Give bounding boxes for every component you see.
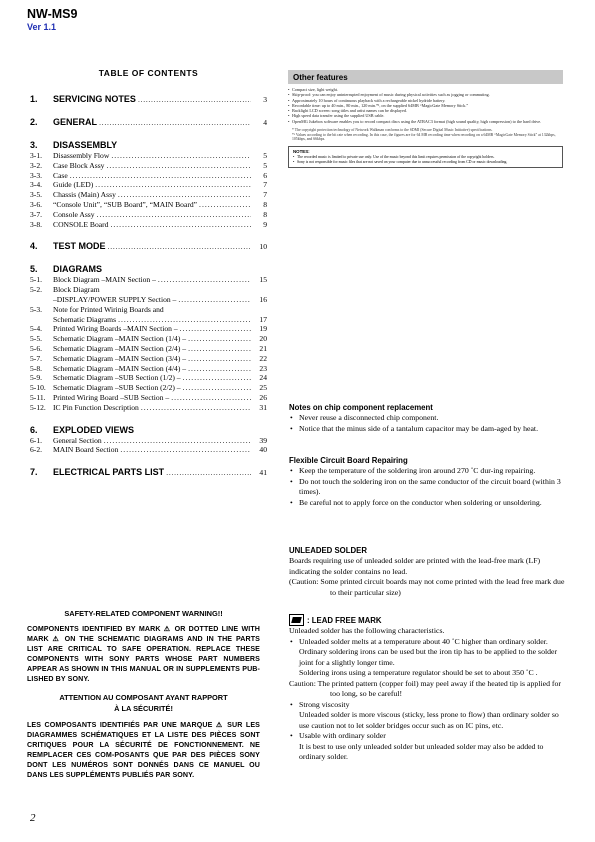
unleaded-solder-section	[289, 545, 566, 598]
toc-entry-number: 3-3.	[30, 170, 43, 180]
toc-entry-number: 5-12.	[30, 402, 46, 412]
toc-page-number: 23	[259, 363, 267, 373]
unleaded-body: Boards requiring use of unleaded solder are printed with the lead-free mark (LF) indicating the solder contains no lead.	[289, 556, 541, 576]
toc-section-number: 5.	[30, 264, 38, 275]
toc-section-heading[interactable]	[30, 240, 267, 252]
lead-free-bullet: • Usable with ordinary solder	[289, 731, 566, 742]
toc-leader	[111, 151, 251, 161]
toc-page-number: 7	[263, 190, 267, 200]
toc-section	[30, 466, 267, 478]
feature-item: • Skip-proof: you can enjoy uninterrupted enjoyment of music during physical activities such as jogging or commuting.	[288, 92, 563, 97]
toc-page-number: 39	[259, 435, 267, 445]
toc-leader	[166, 467, 251, 479]
toc-entry-number: 5-11.	[30, 392, 46, 402]
chip-note-item: • Notice that the minus side of a tantalum capacitor may be dam-aged by heat.	[289, 424, 566, 435]
feature-item: • OpenMG Jukebox software enables you to record compact discs using the ATRAC3 format (high sound quality, high compression) to the hard drive.	[288, 119, 563, 124]
toc-entry-title: Schematic Diagram –MAIN Section (4/4) –	[53, 363, 187, 373]
toc-entry[interactable]	[30, 324, 267, 334]
toc-page-number: 5	[263, 160, 267, 170]
safety-title: SAFETY-RELATED COMPONENT WARNING!!	[64, 609, 223, 618]
toc-entry-number: 6-1.	[30, 435, 43, 445]
safety-body: COMPONENTS IDENTIFIED BY MARK ⚠ OR DOTTED LINE WITH MARK ⚠ ON THE SCHEMATIC DIAGRAMS AND IN THE PARTS LIST ARE CRITICAL TO SAFE OPERATION. REPLACE THESE COMPONENTS WITH SONY PARTS WHOSE PART NUMBERS APPEAR AS SHOWN IN THIS MANUAL OR IN SUPPLEMENTS PUB-LISHED BY SONY.	[27, 625, 260, 683]
toc-section	[30, 424, 267, 456]
toc-page-number: 25	[259, 383, 267, 393]
toc-section-title: DISASSEMBLY	[53, 140, 118, 150]
toc-leader	[199, 200, 251, 210]
toc-entry[interactable]	[30, 436, 267, 446]
note-item: • The recorded music is limited to private use only. Use of the music beyond this limit requires permission of the copyright holders.	[293, 155, 558, 160]
flex-notes-title: Flexible Circuit Board Repairing	[289, 456, 408, 465]
toc-entry-number: 5-9.	[30, 373, 43, 383]
toc-section-heading[interactable]	[30, 116, 267, 128]
toc-entry[interactable]	[30, 200, 267, 210]
toc-page-number: 21	[259, 343, 267, 353]
toc-leader	[70, 171, 251, 181]
toc-entry[interactable]	[30, 364, 267, 374]
toc-entry[interactable]	[30, 295, 267, 305]
lead-free-mark-icon	[289, 614, 304, 626]
features-footnotes	[288, 128, 563, 142]
toc-leader	[99, 117, 251, 129]
toc-entry[interactable]	[30, 151, 267, 161]
chip-notes-title: Notes on chip component replacement	[289, 403, 433, 412]
toc-entry[interactable]	[30, 275, 267, 285]
toc-entry-title: Printed Wiring Boards –MAIN Section –	[53, 324, 178, 334]
toc-page-number: 7	[263, 180, 267, 190]
toc-entry-title: MAIN Board Section	[53, 445, 119, 455]
toc-leader	[180, 324, 251, 334]
feature-item: • Compact size, light weight.	[288, 87, 563, 92]
footnote: * The copyright protection technology of Network Walkman conforms to the SDMI (Secure Digital Music Initiative) specifications.	[292, 128, 493, 133]
toc-page-number: 9	[263, 219, 267, 229]
toc-entry-title: Note for Printed Wirinig Boards and	[53, 304, 164, 314]
toc-section-title: EXPLODED VIEWS	[53, 424, 135, 435]
toc-section-title: GENERAL	[53, 117, 98, 127]
toc-entry-number: 3-7.	[30, 209, 43, 219]
toc-entry-number: 5-8.	[30, 363, 43, 373]
lead-free-paragraph: Ordinary soldering irons can be used but the iron tip has to be applied to the solder joint for a slightly longer time.	[299, 647, 558, 667]
flexible-board-notes	[289, 455, 566, 508]
toc-entry[interactable]	[30, 344, 267, 354]
feature-item: • Approximately 10 hours of continuous playback with a rechargeable nickel hydride battery.	[288, 98, 563, 103]
toc-section-heading[interactable]	[30, 263, 267, 275]
model-name: NW-MS9	[27, 7, 78, 21]
note-item: • Sony is not responsible for music files that are not saved on your computer due to unsuccessful recording from CD or music downloading.	[293, 160, 558, 165]
toc-section-number: 1.	[30, 94, 38, 104]
lead-free-bullet: • Strong viscosity	[289, 700, 566, 711]
toc-leader	[178, 295, 251, 305]
toc-entry-title: Console Assy	[53, 209, 95, 219]
toc-leader	[106, 161, 251, 171]
toc-section-title: DIAGRAMS	[53, 264, 102, 275]
toc-section	[30, 116, 267, 128]
toc-section-title: SERVICING NOTES	[53, 94, 136, 104]
toc-section	[30, 240, 267, 252]
lead-free-paragraph: Unleaded solder is more viscous (sticky, less prone to flow) than ordinary solder so use caution not to let solder bridges occur such as on IC pins, etc.	[299, 710, 559, 730]
toc-leader	[120, 445, 251, 455]
toc-entry[interactable]	[30, 383, 267, 393]
toc-page-number: 22	[259, 353, 267, 363]
page-number: 2	[30, 812, 36, 824]
toc-section-number: 4.	[30, 241, 38, 252]
safety-title-french	[27, 693, 260, 714]
toc-entry-title: Case Block Assy	[53, 160, 105, 170]
toc-entry-number: 3-1.	[30, 151, 43, 160]
toc-entry[interactable]	[30, 403, 267, 413]
toc-entry-title: General Section	[53, 435, 102, 445]
chip-replacement-notes	[289, 402, 566, 434]
toc-leader	[104, 436, 251, 446]
toc-leader	[183, 383, 251, 393]
lead-free-intro: Unleaded solder has the following characteristics.	[289, 626, 445, 635]
toc-entry[interactable]	[30, 171, 267, 181]
toc-leader	[97, 210, 251, 220]
features-list	[288, 87, 563, 124]
toc-leader	[118, 315, 251, 325]
lead-free-section	[289, 614, 566, 763]
unleaded-title: UNLEADED SOLDER	[289, 546, 367, 555]
lead-free-title: : LEAD FREE MARK	[307, 615, 382, 625]
toc-page-number: 3	[263, 95, 267, 104]
toc-entry-number: 5-1.	[30, 275, 43, 285]
toc-page-number: 15	[259, 275, 267, 285]
other-features-panel	[288, 70, 563, 168]
toc-entry[interactable]	[30, 393, 267, 403]
toc-entry[interactable]	[30, 445, 267, 455]
toc-entry-number: 3-6.	[30, 199, 43, 209]
toc-entry[interactable]	[30, 161, 267, 171]
toc-leader	[108, 241, 251, 253]
safety-title-french-line: À LA SÉCURITÉ!	[114, 703, 173, 713]
toc-entry-number: 3-8.	[30, 219, 43, 229]
toc-section-heading[interactable]	[30, 139, 267, 151]
toc-entry-title: “Console Unit”, “SUB Board”, “MAIN Board”	[53, 199, 198, 209]
toc-page-number: 10	[259, 242, 267, 252]
toc-entry-number: 3-5.	[30, 190, 43, 200]
toc-page-number: 17	[259, 314, 267, 324]
toc-page-number: 24	[259, 373, 267, 383]
toc-entry-number: 5-7.	[30, 353, 43, 363]
toc-entry[interactable]	[30, 305, 267, 315]
toc-page-number: 16	[259, 294, 267, 304]
toc-entry-number: 5-3.	[30, 304, 43, 314]
safety-body-french: LES COMPOSANTS IDENTIFIÉS PAR UNE MARQUE ⚠ SUR LES DIAGRAMMES SCHÉMATIQUES ET LA LISTE DES PIÈCES SONT CRITIQUES POUR LA SÉCURITÉ DE FONCTIONNEMENT. NE REMPLACER CES COM-POSANTS QUE PAR DES PIÈCES SONY DONT LES NUMÉROS SONT DONNÉS DANS CE MANUEL OU DANS LES SUPPLÉMENTS PUBLIÉS PAR SONY.	[27, 721, 260, 779]
toc-leader	[141, 403, 251, 413]
toc-leader	[95, 180, 251, 190]
toc-page-number: 4	[263, 118, 267, 127]
toc-entry[interactable]	[30, 354, 267, 364]
notes-title: NOTES:	[293, 148, 310, 154]
version-label: Ver 1.1	[27, 22, 57, 32]
feature-item: • High speed data transfer using the supplied USB cable.	[288, 113, 563, 118]
toc-leader	[188, 334, 251, 344]
toc-entry-title: Schematic Diagram –MAIN Section (3/4) –	[53, 353, 187, 363]
lead-free-bullet: • Unleaded solder melts at a temperature about 40 ˚C higher than ordinary solder.	[289, 637, 566, 648]
toc-entry[interactable]	[30, 210, 267, 220]
toc-page-number: 6	[263, 170, 267, 180]
toc-title: TABLE OF CONTENTS	[98, 68, 199, 78]
toc-entry[interactable]	[30, 334, 267, 344]
toc-page-number: 40	[259, 445, 267, 455]
toc-section-title: ELECTRICAL PARTS LIST	[53, 467, 165, 478]
toc-entry-title: Case	[53, 170, 68, 180]
toc-entry-number: 5-6.	[30, 343, 43, 353]
toc-leader	[188, 344, 251, 354]
toc-entry-number: 5-5.	[30, 334, 43, 344]
flex-note-item: • Keep the temperature of the soldering iron around 270 ˚C dur-ing repairing.	[289, 466, 566, 477]
feature-item: • Backlight LCD screen: song titles and artist names can be displayed.	[288, 108, 563, 113]
toc-leader	[171, 393, 251, 403]
toc-entry[interactable]	[30, 180, 267, 190]
toc-leader	[158, 275, 251, 285]
toc-section-heading[interactable]	[30, 424, 267, 436]
toc-section-number: 3.	[30, 140, 38, 150]
unleaded-caution: (Caution: Some printed circuit boards may not come printed with the lead free mark due to their particular size)	[289, 577, 565, 597]
toc-entry-title: Schematic Diagram –SUB Section (1/2) –	[53, 373, 181, 383]
chip-note-item: • Never reuse a disconnected chip component.	[289, 413, 566, 424]
toc-entry-number: 5-10.	[30, 383, 46, 393]
toc-leader	[110, 220, 251, 230]
toc-entry-title: Disassembly Flow	[53, 151, 110, 160]
toc-entry-title: Schematic Diagram –MAIN Section (2/4) –	[53, 343, 187, 353]
toc-entry-title: Schematic Diagram –SUB Section (2/2) –	[53, 383, 181, 393]
toc-section-number: 6.	[30, 424, 38, 435]
toc-page-number: 41	[259, 468, 267, 478]
toc-entry-number: 3-2.	[30, 160, 43, 170]
toc-page-number: 8	[263, 199, 267, 209]
lead-free-paragraph: Soldering irons using a temperature regulator should be set to about 350 ˚C .	[299, 668, 538, 677]
toc-entry[interactable]	[30, 190, 267, 200]
flex-note-item: • Be careful not to apply force on the conductor when soldering or unsoldering.	[289, 498, 566, 509]
notes-box	[288, 146, 563, 168]
toc-section	[30, 139, 267, 229]
toc-page-number: 31	[259, 402, 267, 412]
toc-entry-number: 6-2.	[30, 445, 43, 455]
toc-entry-title: Printed Wiring Board –SUB Section –	[53, 392, 170, 402]
toc-entry-number: 5-2.	[30, 285, 43, 295]
safety-warning	[27, 609, 260, 780]
toc-entry-title: Guide (LED)	[53, 180, 94, 190]
flex-note-item: • Do not touch the soldering iron on the same conductor of the circuit board (within 3 times).	[289, 477, 566, 498]
features-title: Other features	[288, 70, 563, 84]
toc-page-number: 19	[259, 324, 267, 334]
toc-page-number: 8	[263, 209, 267, 219]
feature-item: • Recordable time: up to 40 min., 80 min., 120 min.*¹, on the supplied 64MB “MagicGate Memory Stick.”	[288, 103, 563, 108]
toc-page-number: 20	[259, 334, 267, 344]
toc-entry-title: CONSOLE Board	[53, 219, 109, 229]
toc-page-number: 5	[263, 151, 267, 160]
footnote: *¹ Values according to the bit rate when recording. In this case, the figures are for 64 MB recording time when recording on a 64MB “MagicGate Memory Stick” at 132kbps, 105kbps, and 66kbps.	[292, 132, 556, 142]
lead-free-caution: Caution: The printed pattern (copper foil) may peel away if the heated tip is applied for too long, so be careful!	[289, 678, 562, 698]
table-of-contents	[30, 68, 267, 489]
toc-entry-title: Schematic Diagrams	[53, 314, 117, 324]
toc-leader	[183, 373, 251, 383]
toc-entry[interactable]	[30, 373, 267, 383]
toc-entry-number: 3-4.	[30, 180, 43, 190]
lead-free-paragraph: It is best to use only unleaded solder but unleaded solder may also be added to ordinary solder.	[299, 741, 544, 761]
toc-entry[interactable]	[30, 220, 267, 230]
toc-entry-title: Schematic Diagram –MAIN Section (1/4) –	[53, 334, 187, 344]
toc-section-number: 2.	[30, 117, 38, 127]
toc-section-title: TEST MODE	[53, 241, 106, 252]
toc-leader	[138, 94, 251, 106]
toc-entry-title: Block Diagram –MAIN Section –	[53, 275, 156, 285]
toc-body	[30, 93, 267, 478]
toc-entry-title: IC Pin Function Description	[53, 402, 139, 412]
toc-section	[30, 263, 267, 412]
toc-leader	[118, 190, 251, 200]
toc-entry-number: 5-4.	[30, 324, 43, 334]
toc-leader	[188, 364, 251, 374]
toc-entry-title: –DISPLAY/POWER SUPPLY Section –	[53, 294, 177, 304]
toc-entry-title: Block Diagram	[53, 285, 100, 295]
toc-page-number: 26	[259, 392, 267, 402]
toc-section	[30, 93, 267, 105]
toc-entry-title: Chassis (Main) Assy	[53, 190, 116, 200]
toc-entry[interactable]	[30, 315, 267, 325]
toc-section-heading[interactable]	[30, 93, 267, 105]
toc-entry[interactable]	[30, 285, 267, 295]
toc-section-heading[interactable]	[30, 466, 267, 478]
safety-title-french-line: ATTENTION AU COMPOSANT AYANT RAPPORT	[59, 693, 228, 702]
toc-section-number: 7.	[30, 467, 38, 478]
toc-leader	[188, 354, 251, 364]
